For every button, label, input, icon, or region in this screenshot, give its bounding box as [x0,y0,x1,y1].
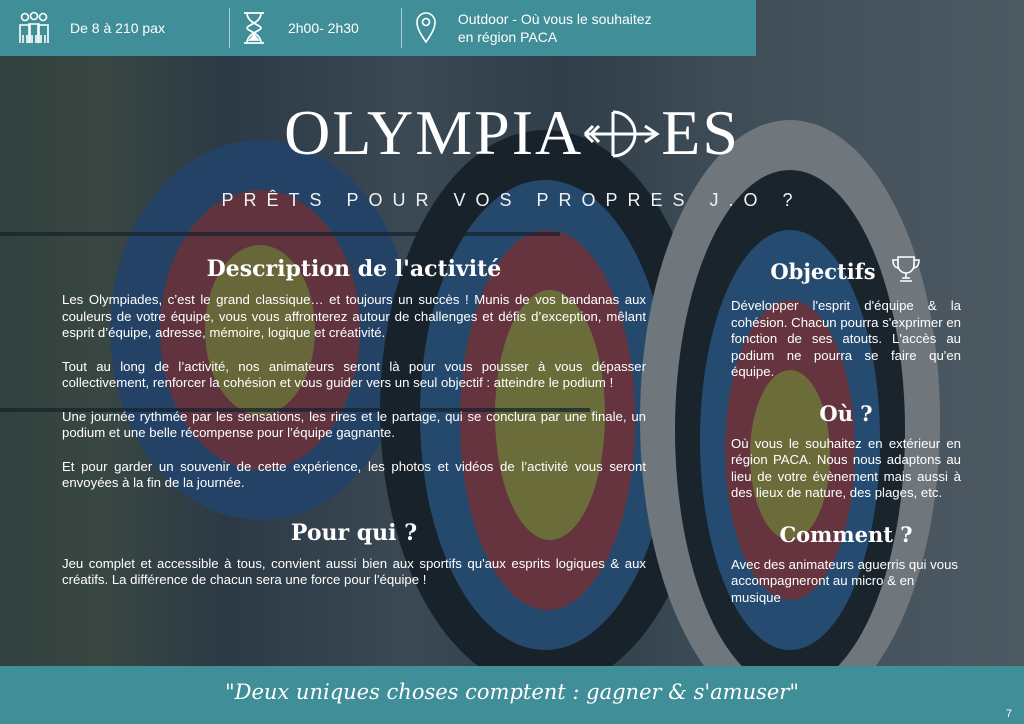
pour-qui-heading: Pour qui ? [290,519,418,546]
people-group-icon [14,8,54,48]
description-heading: Description de l'activité [206,256,502,282]
left-column [62,256,646,606]
page-number: 7 [1005,708,1012,720]
title-part-2: ES [661,97,740,168]
comment-text: Avec des animateurs aguerris qui vous accompagneront au micro & en musique [731,556,958,605]
description-paragraph: Et pour garder un souvenir de cette expérience, les photos et vidéos de l’activité vous seront envoyées à la fin de la journée. [62,458,646,490]
description-paragraph: Une journée rythmée par les sensations, les rires et le partage, qui se conclura par une finale, un podium et une belle récompense pour l’équipe gagnante. [62,408,646,440]
ou-heading: Où ? [819,400,873,426]
description-paragraph: Tout au long de l’activité, nos animateurs seront là pour vous pousser à vous dépasser collectivement, renforcer la cohésion et vous guider vers un seul objectif : atteindre le podium ! [62,358,646,390]
location-info [402,0,652,56]
right-column [731,255,961,626]
location-pin-icon [406,8,446,48]
hourglass-icon [234,8,274,48]
page-title [0,96,1024,176]
comment-heading: Comment ? [779,521,913,547]
footer-quote: "Deux uniques choses comptent : gagner & s'amuser" [224,680,800,704]
location-text-line2: en région PACA [457,29,558,45]
trophy-icon [890,255,922,288]
info-bar [0,0,756,56]
objectifs-text: Développer l'esprit d'équipe & la cohésion. Chacun pourra s'exprimer en fonction de ses atouts. L'accès au podium ne pourra se faire qu'en équipe. [731,298,961,379]
location-text-line1: Outdoor - Où vous le souhaitez [457,11,652,27]
group-size-info [0,0,165,56]
bow-and-arrow-icon [583,102,661,176]
page-subtitle: PRÊTS POUR VOS PROPRES J.O ? [221,190,803,210]
description-paragraph: Les Olympiades, c’est le grand classique… et toujours un succès ! Munis de vos bandanas aux couleurs de votre équipe, vous vous affronterez autour de challenges et défis d’exception, mêlant esprit d’équipe, adresse, mémoire, logique et créativité. [62,292,646,340]
duration-info [230,0,359,56]
pour-qui-text: Jeu complet et accessible à tous, convient aussi bien aux sportifs qu'aux esprits logiques & aux créatifs. La différence de chacun sera une force pour l'équipe ! [62,555,646,587]
duration-text: 2h00- 2h30 [287,20,359,36]
title-part-1: OLYMPIA [284,97,584,168]
ou-text: Où vous le souhaitez en extérieur en région PACA. Nous nous adaptons au lieu de votre évènement mais aussi à des lieux de nature, des plages, etc. [731,435,961,500]
group-size-text: De 8 à 210 pax [70,20,165,36]
objectifs-heading: Objectifs [770,259,876,284]
